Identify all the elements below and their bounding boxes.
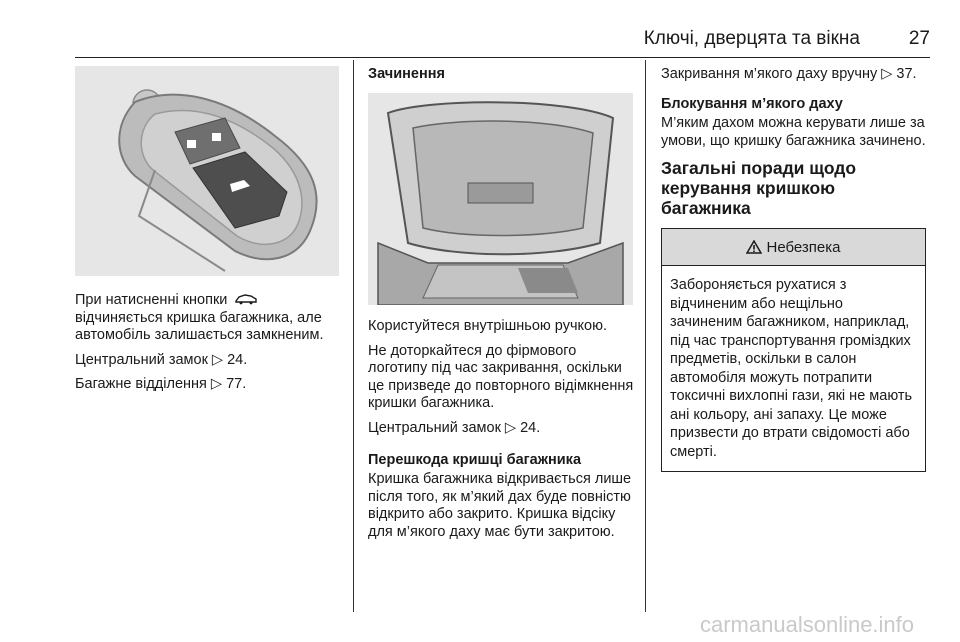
text-trunk-opens: відчиняється кришка багажника, але автомобіль залишається замкненим.	[75, 309, 324, 344]
page-number: 27	[908, 28, 930, 49]
heading-trunk-obstruction: Перешкода кришці багажника	[368, 451, 582, 468]
heading-roof-lock: Блокування м’якого даху	[661, 95, 843, 112]
link-manual-roof-closing[interactable]: Закривання м’якого даху вручну ▷ 37.	[661, 66, 917, 82]
danger-warning-box	[661, 228, 926, 472]
column-divider-1	[353, 60, 354, 612]
danger-warning-text: Забороняється рухатися з відчиненим або нещільно зачиненим багажником, наприклад, під час транспортування громіздких предметів, оскільки в салон автомобіля можуть потрапити токсичні вихлопні гази, які не мають ані кольору, ані запаху. Це може призвести до втрати свідомості або смерті.	[670, 277, 913, 460]
column-3	[661, 66, 926, 472]
column-2-text	[368, 318, 636, 549]
watermark: carmanualsonline.info	[700, 612, 915, 637]
column-1	[75, 292, 343, 401]
car-trunk-icon	[235, 293, 257, 305]
danger-warning-header	[662, 229, 925, 266]
key-fob-illustration	[75, 66, 339, 276]
danger-warning-title: Небезпека	[766, 238, 841, 256]
link-central-lock[interactable]: Центральний замок ▷ 24.	[75, 351, 248, 368]
paragraph-logo-warning: Не доторкайтеся до фірмового логотипу під час закривання, оскільки це призведе до повторного відімкнення кришки багажника.	[368, 342, 634, 412]
paragraph-trunk-button	[75, 292, 343, 345]
trunk-lid-illustration	[368, 93, 633, 305]
link-luggage-compartment[interactable]: Багажне відділення ▷ 77.	[75, 376, 247, 393]
heading-general-tips: Загальні поради щодо керування кришкою багажника	[661, 158, 857, 219]
link-central-lock-2[interactable]: Центральний замок ▷ 24.	[368, 419, 541, 436]
heading-closing: Зачинення	[368, 66, 445, 82]
page-header-title: Ключі, дверцята та вікна	[643, 28, 860, 49]
column-divider-2	[645, 60, 646, 612]
header-rule	[75, 57, 930, 58]
column-2	[368, 66, 636, 86]
warning-triangle-icon	[746, 240, 762, 254]
paragraph-inner-handle: Користуйтеся внутрішньою ручкою.	[368, 318, 607, 334]
paragraph-soft-top: Кришка багажника відкривається лише після того, як м’який дах буде повністю відкрито або закрито. Кришка відсіку для м’якого даху має бути закритою.	[368, 471, 632, 540]
paragraph-roof-lock: М’яким дахом можна керувати лише за умови, що кришку багажника зачинено.	[661, 115, 926, 149]
text-press-button: При натисненні кнопки	[75, 292, 228, 308]
